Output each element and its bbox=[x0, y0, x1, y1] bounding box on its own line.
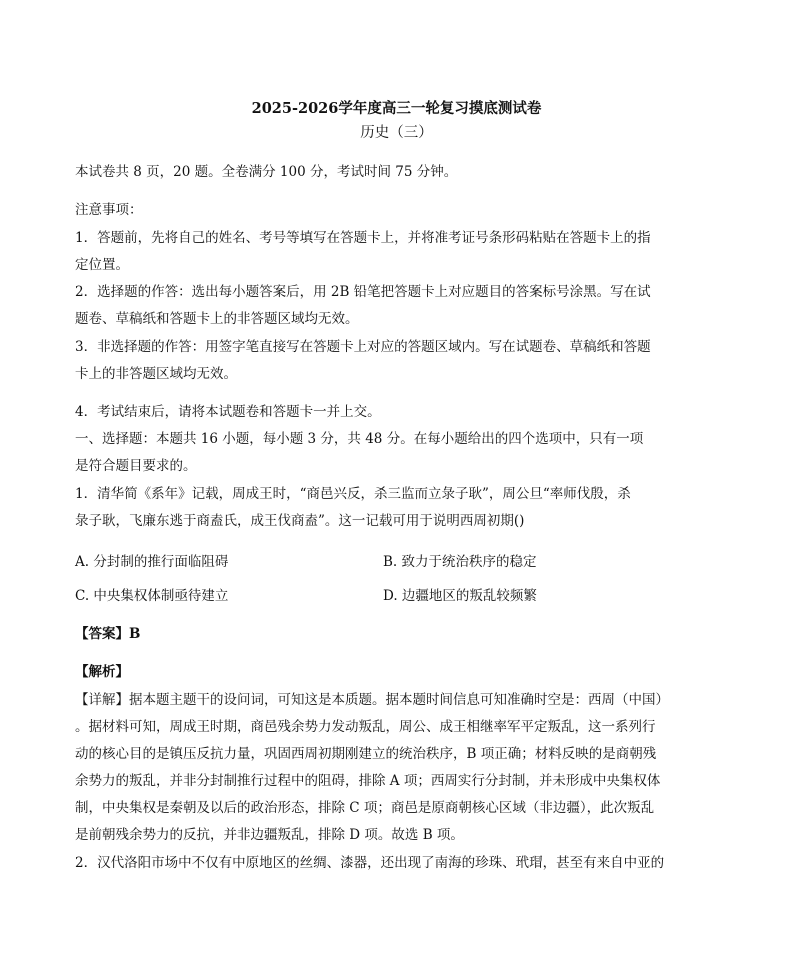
analysis-line: 【详解】据本题主题干的设问词，可知这是本质题。据本题时间信息可知准确时空是：西周（中国） bbox=[75, 692, 669, 708]
question-1-option-d: D. 边疆地区的叛乱较频繁 bbox=[383, 588, 537, 604]
notice-item-2-line-1: 2．选择题的作答：选出每小题答案后，用 2B 铅笔把答题卡上对应题目的答案标号涂黑。写在试 bbox=[75, 284, 651, 300]
question-1-option-c: C. 中央集权体制亟待建立 bbox=[75, 588, 229, 604]
notice-item-4: 4．考试结束后，请将本试题卷和答题卡一并上交。 bbox=[75, 404, 381, 420]
section-1-line-1: 一、选择题：本题共 16 小题，每小题 3 分，共 48 分。在每小题给出的四个选项中，只有一项 bbox=[75, 431, 644, 447]
exam-subtitle: 历史（三） bbox=[360, 125, 433, 141]
notice-item-3-line-2: 卡上的非答题区域均无效。 bbox=[75, 366, 237, 382]
exam-intro: 本试卷共 8 页，20 题。全卷满分 100 分，考试时间 75 分钟。 bbox=[75, 164, 458, 180]
analysis-line: 制，中央集权是秦朝及以后的政治形态，排除 C 项；商邑是原商朝核心区域（非边疆），此次叛乱 bbox=[75, 800, 655, 816]
analysis-line: 动的核心目的是镇压反抗力量，巩固西周初期刚建立的统治秩序，B 项正确；材料反映的是商朝残 bbox=[75, 746, 657, 762]
question-1-analysis-heading: 【解析】 bbox=[75, 664, 129, 680]
question-1-stem-line-1: 1．清华简《系年》记载，周成王时，“商邑兴反，杀三监而立彔子耿”，周公旦“率师伐殷，杀 bbox=[75, 486, 631, 502]
question-2-stem-line-1: 2．汉代洛阳市场中不仅有中原地区的丝绸、漆器，还出现了南海的珍珠、玳瑁，甚至有来自中亚的 bbox=[75, 855, 665, 871]
exam-title: 2025-2026学年度高三一轮复习摸底测试卷 bbox=[251, 100, 542, 117]
notice-item-1-line-2: 定位置。 bbox=[75, 257, 129, 273]
question-1-answer: 【答案】B bbox=[75, 626, 141, 642]
analysis-line: 。据材料可知，周成王时期，商邑残余势力发动叛乱，周公、成王相继率军平定叛乱，这一系列行 bbox=[75, 719, 656, 735]
notice-item-2-line-2: 题卷、草稿纸和答题卡上的非答题区域均无效。 bbox=[75, 311, 359, 327]
question-1-option-a: A. 分封制的推行面临阻碍 bbox=[75, 554, 229, 570]
question-1-option-b: B. 致力于统治秩序的稳定 bbox=[383, 554, 537, 570]
notice-item-3-line-1: 3．非选择题的作答：用签字笔直接写在答题卡上对应的答题区域内。写在试题卷、草稿纸和答题 bbox=[75, 339, 651, 355]
section-1-line-2: 是符合题目要求的。 bbox=[75, 458, 197, 474]
question-1-stem-line-2: 彔子耿，飞廉东逃于商盍氏，成王伐商盍”。这一记载可用于说明西周初期() bbox=[75, 513, 525, 529]
analysis-line: 余势力的叛乱，并非分封制推行过程中的阻碍，排除 A 项；西周实行分封制，并未形成中央集权体 bbox=[75, 773, 661, 789]
analysis-line: 是前朝残余势力的反抗，并非边疆叛乱，排除 D 项。故选 B 项。 bbox=[75, 827, 464, 843]
notice-heading: 注意事项： bbox=[75, 202, 143, 218]
notice-item-1-line-1: 1．答题前，先将自己的姓名、考号等填写在答题卡上，并将准考证号条形码粘贴在答题卡上的指 bbox=[75, 230, 651, 246]
